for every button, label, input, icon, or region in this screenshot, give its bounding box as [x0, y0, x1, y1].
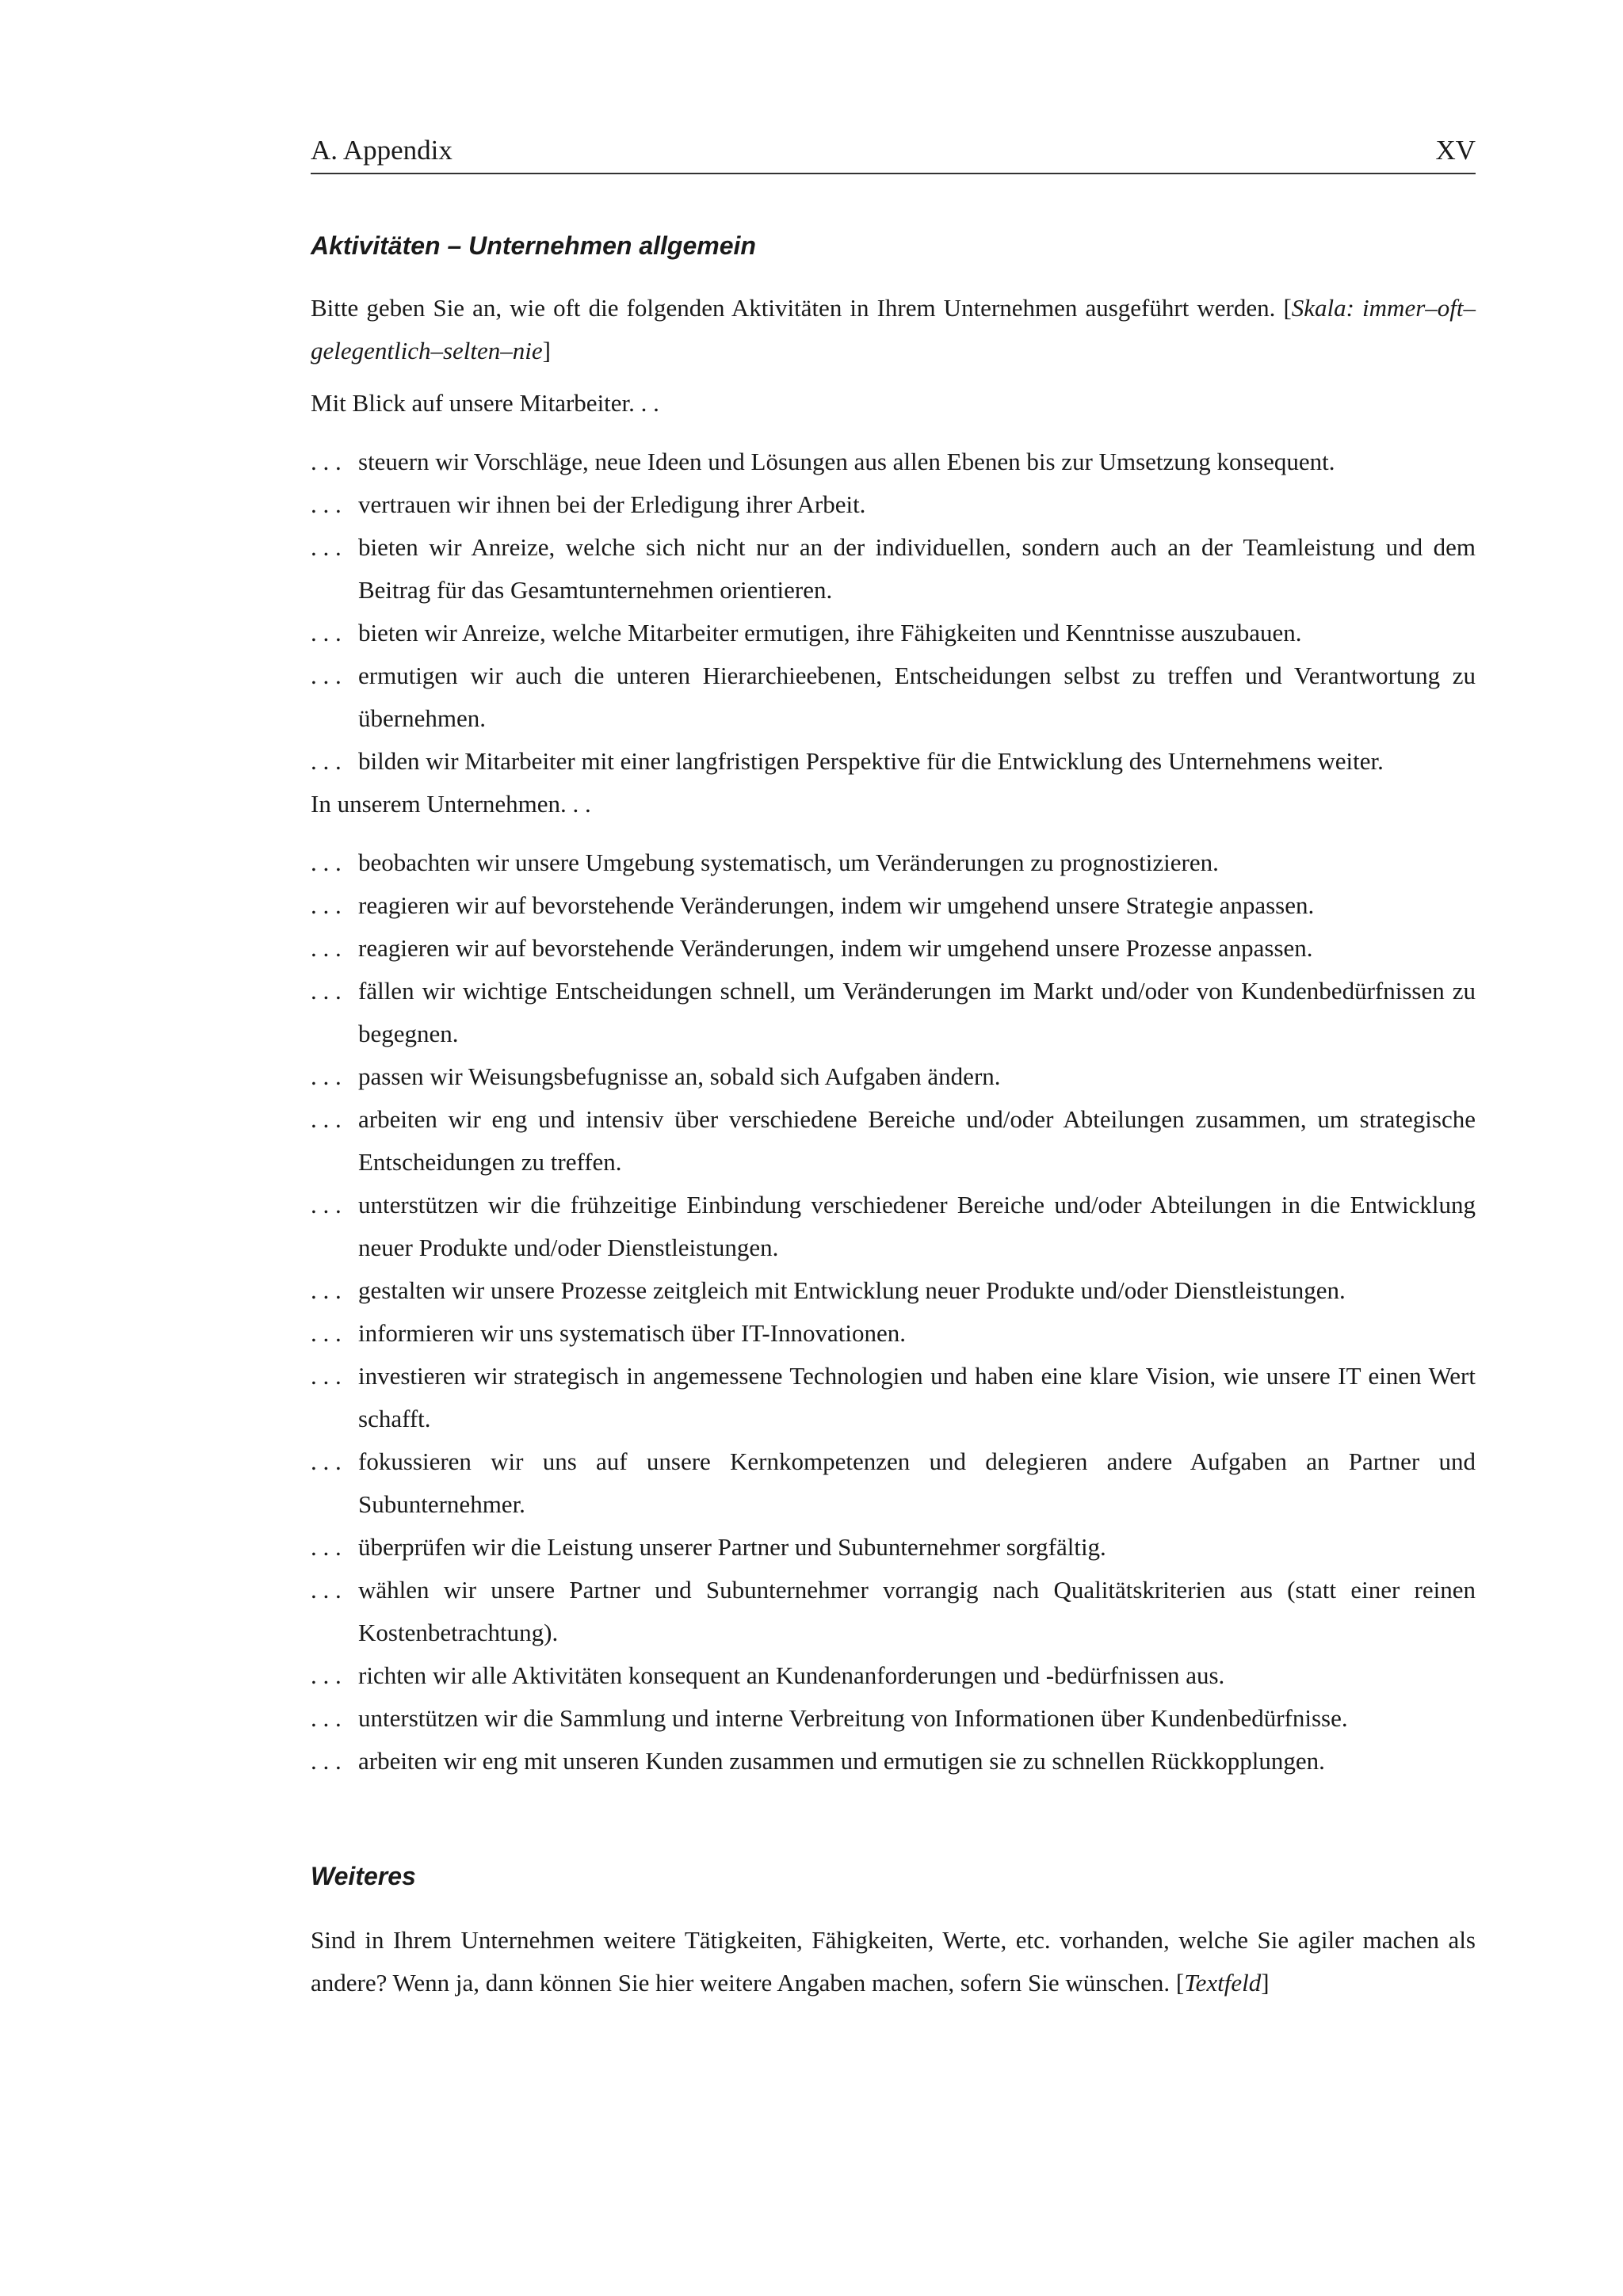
- group-lead-employees: Mit Blick auf unsere Mitarbeiter. . .: [311, 389, 659, 417]
- company-item-list: [311, 841, 1476, 1783]
- item-text: überprüfen wir die Leistung unserer Partner und Subunternehmer sorgfältig.: [358, 1533, 1106, 1561]
- list-item: [311, 441, 1476, 483]
- item-marker: . . .: [311, 1576, 342, 1604]
- item-text: investieren wir strategisch in angemessene Technologien und haben eine klare Vision, wie unsere IT einen Wert schafft.: [358, 1362, 1476, 1432]
- item-marker: . . .: [311, 1319, 342, 1347]
- list-item: [311, 1269, 1476, 1312]
- list-item: [311, 612, 1476, 654]
- item-text: steuern wir Vorschläge, neue Ideen und Lösungen aus allen Ebenen bis zur Umsetzung konsequent.: [358, 448, 1335, 475]
- list-item: [311, 1355, 1476, 1440]
- running-header: [311, 133, 1476, 174]
- page-number: XV: [1435, 135, 1476, 166]
- list-item: [311, 654, 1476, 740]
- item-marker: . . .: [311, 1062, 342, 1090]
- item-marker: . . .: [311, 1533, 342, 1561]
- item-marker: . . .: [311, 891, 342, 919]
- item-text: reagieren wir auf bevorstehende Veränderungen, indem wir umgehend unsere Prozesse anpassen.: [358, 934, 1313, 962]
- item-marker: . . .: [311, 1747, 342, 1775]
- list-item: [311, 1098, 1476, 1184]
- instruction-text: Bitte geben Sie an, wie oft die folgenden Aktivitäten in Ihrem Unternehmen ausgeführt werden. [: [311, 294, 1292, 322]
- further-text: Sind in Ihrem Unternehmen weitere Tätigkeiten, Fähigkeiten, Werte, etc. vorhanden, welche Sie agiler machen als andere? Wenn ja, dann können Sie hier weitere Angaben machen, sofern Sie wünschen. [: [311, 1926, 1476, 1997]
- item-text: fokussieren wir uns auf unsere Kernkompetenzen und delegieren andere Aufgaben an Partner und Subunternehmer.: [358, 1447, 1476, 1518]
- group-lead-company: In unserem Unternehmen. . .: [311, 790, 591, 818]
- item-text: bilden wir Mitarbeiter mit einer langfristigen Perspektive für die Entwicklung des Unternehmens weiter.: [358, 747, 1384, 775]
- item-text: wählen wir unsere Partner und Subunternehmer vorrangig nach Qualitätskriterien aus (statt einer reinen Kostenbetrachtung).: [358, 1576, 1476, 1646]
- list-item: [311, 1697, 1476, 1740]
- item-text: unterstützen wir die frühzeitige Einbindung verschiedener Bereiche und/oder Abteilungen in die Entwicklung neuer Produkte und/oder Dienstleistungen.: [358, 1191, 1476, 1261]
- further-paragraph: [311, 1919, 1476, 2004]
- instruction-paragraph: [311, 287, 1476, 372]
- item-text: vertrauen wir ihnen bei der Erledigung ihrer Arbeit.: [358, 490, 866, 518]
- item-marker: . . .: [311, 490, 342, 518]
- item-text: unterstützen wir die Sammlung und interne Verbreitung von Informationen über Kundenbedürfnisse.: [358, 1704, 1348, 1732]
- item-text: passen wir Weisungsbefugnisse an, sobald sich Aufgaben ändern.: [358, 1062, 1001, 1090]
- list-item: [311, 1440, 1476, 1526]
- item-text: arbeiten wir eng und intensiv über verschiedene Bereiche und/oder Abteilungen zusammen, um strategische Entscheidungen zu treffen.: [358, 1105, 1476, 1176]
- list-item: [311, 1740, 1476, 1783]
- item-marker: . . .: [311, 448, 342, 475]
- item-marker: . . .: [311, 1704, 342, 1732]
- list-item: [311, 740, 1476, 783]
- list-item: [311, 1184, 1476, 1269]
- document-page: [311, 133, 1476, 2004]
- list-item: [311, 884, 1476, 927]
- item-marker: . . .: [311, 662, 342, 689]
- list-item: [311, 526, 1476, 612]
- textfield-reference: Textfeld: [1184, 1969, 1262, 1997]
- item-marker: . . .: [311, 1105, 342, 1133]
- scale-reference: Skala: immer–oft–gelegentlich–selten–nie: [311, 294, 1476, 364]
- item-marker: . . .: [311, 849, 342, 876]
- item-marker: . . .: [311, 619, 342, 646]
- item-marker: . . .: [311, 934, 342, 962]
- item-text: beobachten wir unsere Umgebung systematisch, um Veränderungen zu prognostizieren.: [358, 849, 1219, 876]
- item-marker: . . .: [311, 977, 342, 1005]
- list-item: [311, 483, 1476, 526]
- item-marker: . . .: [311, 1276, 342, 1304]
- item-text: fällen wir wichtige Entscheidungen schnell, um Veränderungen im Markt und/oder von Kundenbedürfnissen zu begegnen.: [358, 977, 1476, 1047]
- employee-item-list: [311, 441, 1476, 783]
- item-marker: . . .: [311, 1362, 342, 1390]
- item-text: arbeiten wir eng mit unseren Kunden zusammen und ermutigen sie zu schnellen Rückkopplungen.: [358, 1747, 1325, 1775]
- item-text: bieten wir Anreize, welche Mitarbeiter ermutigen, ihre Fähigkeiten und Kenntnisse auszubauen.: [358, 619, 1302, 646]
- section-heading-activities: Aktivitäten – Unternehmen allgemein: [311, 231, 756, 260]
- list-item: [311, 841, 1476, 884]
- list-item: [311, 1526, 1476, 1569]
- item-text: richten wir alle Aktivitäten konsequent an Kundenanforderungen und -bedürfnissen aus.: [358, 1661, 1225, 1689]
- list-item: [311, 1055, 1476, 1098]
- list-item: [311, 927, 1476, 970]
- item-text: informieren wir uns systematisch über IT-Innovationen.: [358, 1319, 907, 1347]
- item-marker: . . .: [311, 1447, 342, 1475]
- item-marker: . . .: [311, 1661, 342, 1689]
- item-marker: . . .: [311, 747, 342, 775]
- item-text: ermutigen wir auch die unteren Hierarchieebenen, Entscheidungen selbst zu treffen und Verantwortung zu übernehmen.: [358, 662, 1476, 732]
- item-text: reagieren wir auf bevorstehende Veränderungen, indem wir umgehend unsere Strategie anpassen.: [358, 891, 1315, 919]
- item-marker: . . .: [311, 533, 342, 561]
- chapter-title: A. Appendix: [311, 135, 453, 166]
- item-text: gestalten wir unsere Prozesse zeitgleich mit Entwicklung neuer Produkte und/oder Dienstleistungen.: [358, 1276, 1346, 1304]
- list-item: [311, 970, 1476, 1055]
- further-close-bracket: ]: [1261, 1969, 1270, 1997]
- item-marker: . . .: [311, 1191, 342, 1219]
- list-item: [311, 1654, 1476, 1697]
- list-item: [311, 1569, 1476, 1654]
- section-heading-further: Weiteres: [311, 1862, 416, 1890]
- item-text: bieten wir Anreize, welche sich nicht nur an der individuellen, sondern auch an der Teamleistung und dem Beitrag für das Gesamtunternehmen orientieren.: [358, 533, 1476, 604]
- instruction-close-bracket: ]: [542, 337, 551, 364]
- list-item: [311, 1312, 1476, 1355]
